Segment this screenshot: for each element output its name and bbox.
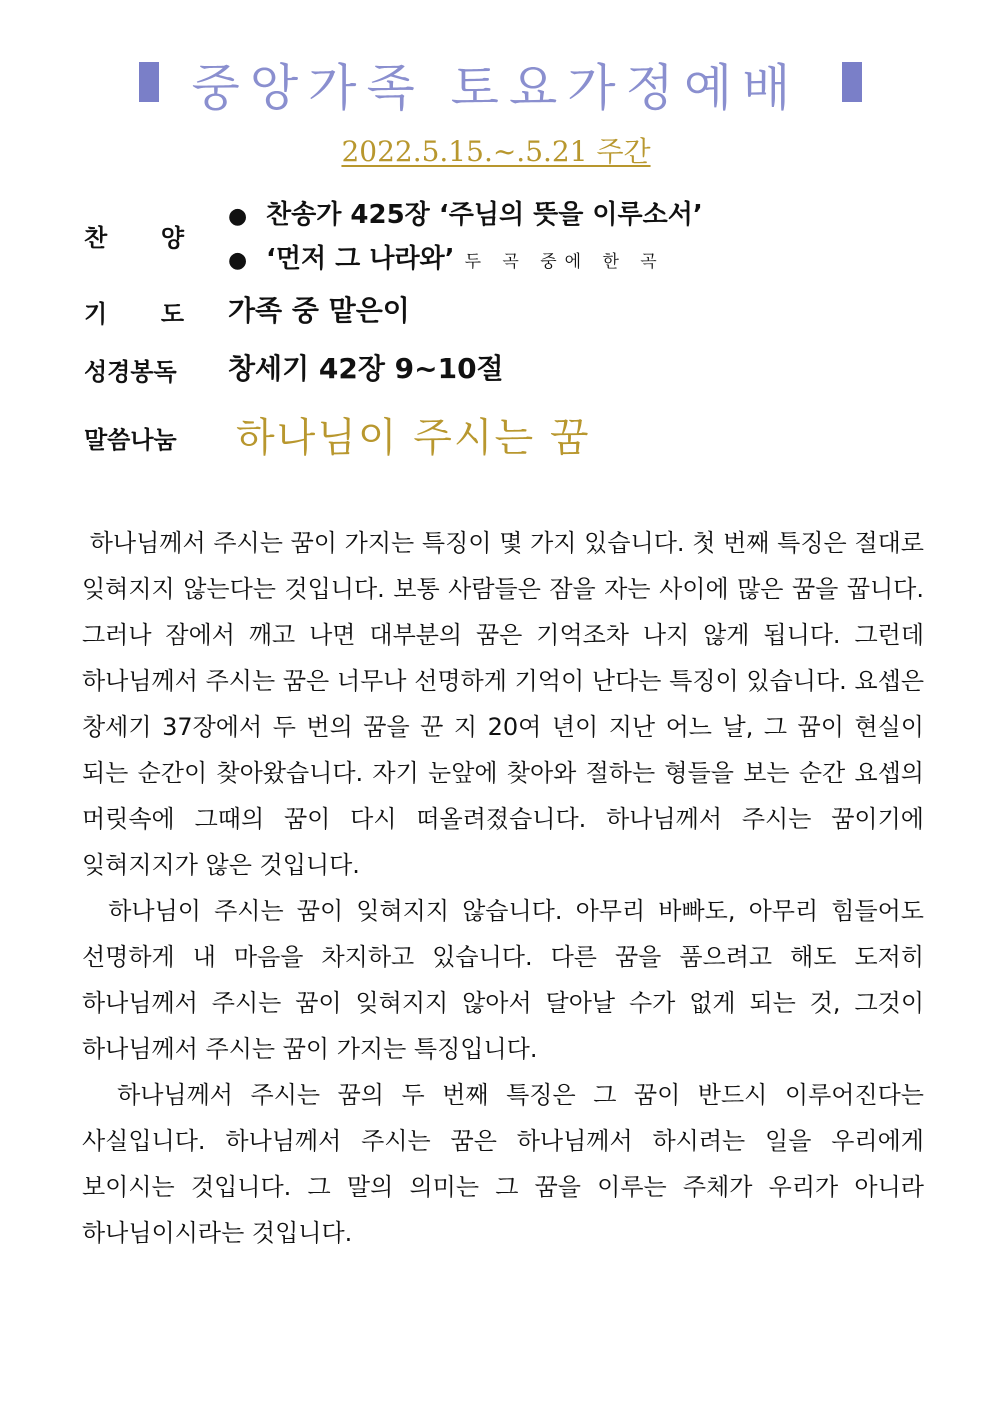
- week-range-text: 2022.5.15.~.5.21 주간: [341, 135, 651, 168]
- hymn-item-text: 찬송가 425장 ‘주님의 뜻을 이루소서’: [266, 200, 703, 230]
- hymn-list: [228, 193, 703, 281]
- hymn-item-note: 두 곡 중에 한 곡: [464, 252, 665, 272]
- page-title: 중앙가족 토요가정예배: [191, 59, 801, 117]
- body-paragraph: 하나님께서 주시는 꿈의 두 번째 특징은 그 꿈이 반드시 이루어진다는 사실입니다. 하나님께서 주시는 꿈은 하나님께서 하시려는 일을 우리에게 보이시는 것입니다. 그 말의 의미는 그 꿈을 이루는 주체가 우리가 아니라 하나님이시라는 것입니다.: [82, 1081, 932, 1247]
- prayer-label: [84, 294, 184, 329]
- hymn-item-text: ‘먼저 그 나라와’: [266, 244, 455, 274]
- prayer-value: 가족 중 맡은이: [228, 294, 410, 327]
- title-row: [0, 44, 992, 124]
- hymn-label-char-1: 찬: [84, 224, 108, 252]
- title-bar-right: [842, 62, 862, 102]
- hymn-label-char-2: 양: [160, 224, 184, 252]
- hymn-label: [84, 218, 184, 253]
- body-text: [82, 520, 932, 1256]
- reading-value: 창세기 42장 9~10절: [228, 352, 504, 385]
- hymn-item: [228, 193, 703, 237]
- bullet-icon: ●: [228, 248, 248, 273]
- sermon-title: 하나님이 주시는 꿈: [236, 415, 591, 461]
- body-paragraph: 하나님께서 주시는 꿈이 가지는 특징이 몇 가지 있습니다. 첫 번째 특징은 절대로 잊혀지지 않는다는 것입니다. 보통 사람들은 잠을 자는 사이에 많은 꿈을 꿉니다. 그러나 잠에서 깨고 나면 대부분의 꿈은 기억조차 나지 않게 됩니다. 그런데 하나님께서 주시는 꿈은 너무나 선명하게 기억이 난다는 특징이 있습니다. 요셉은 창세기 37장에서 두 번의 꿈을 꾼 지 20여 년이 지난 어느 날, 그 꿈이 현실이 되는 순간이 찾아왔습니다. 자기 눈앞에 찾아와 절하는 형들을 보는 순간 요셉의 머릿속에 그때의 꿈이 다시 떠올려졌습니다. 하나님께서 주시는 꿈이기에 잊혀지지가 않은 것입니다.: [82, 529, 932, 879]
- body-paragraph: 하나님이 주시는 꿈이 잊혀지지 않습니다. 아무리 바빠도, 아무리 힘들어도 선명하게 내 마음을 차지하고 있습니다. 다른 꿈을 품으려고 해도 도저히 하나님께서 주시는 꿈이 잊혀지지 않아서 달아날 수가 없게 되는 것, 그것이 하나님께서 주시는 꿈이 가지는 특징입니다.: [82, 897, 932, 1063]
- prayer-label-char-1: 기: [84, 300, 108, 328]
- hymn-item: [228, 237, 703, 281]
- week-range: [0, 130, 992, 170]
- reading-label: 성경봉독: [84, 358, 177, 386]
- bullet-icon: ●: [228, 204, 248, 229]
- prayer-label-char-2: 도: [160, 300, 184, 328]
- sermon-label: 말씀나눔: [84, 426, 177, 454]
